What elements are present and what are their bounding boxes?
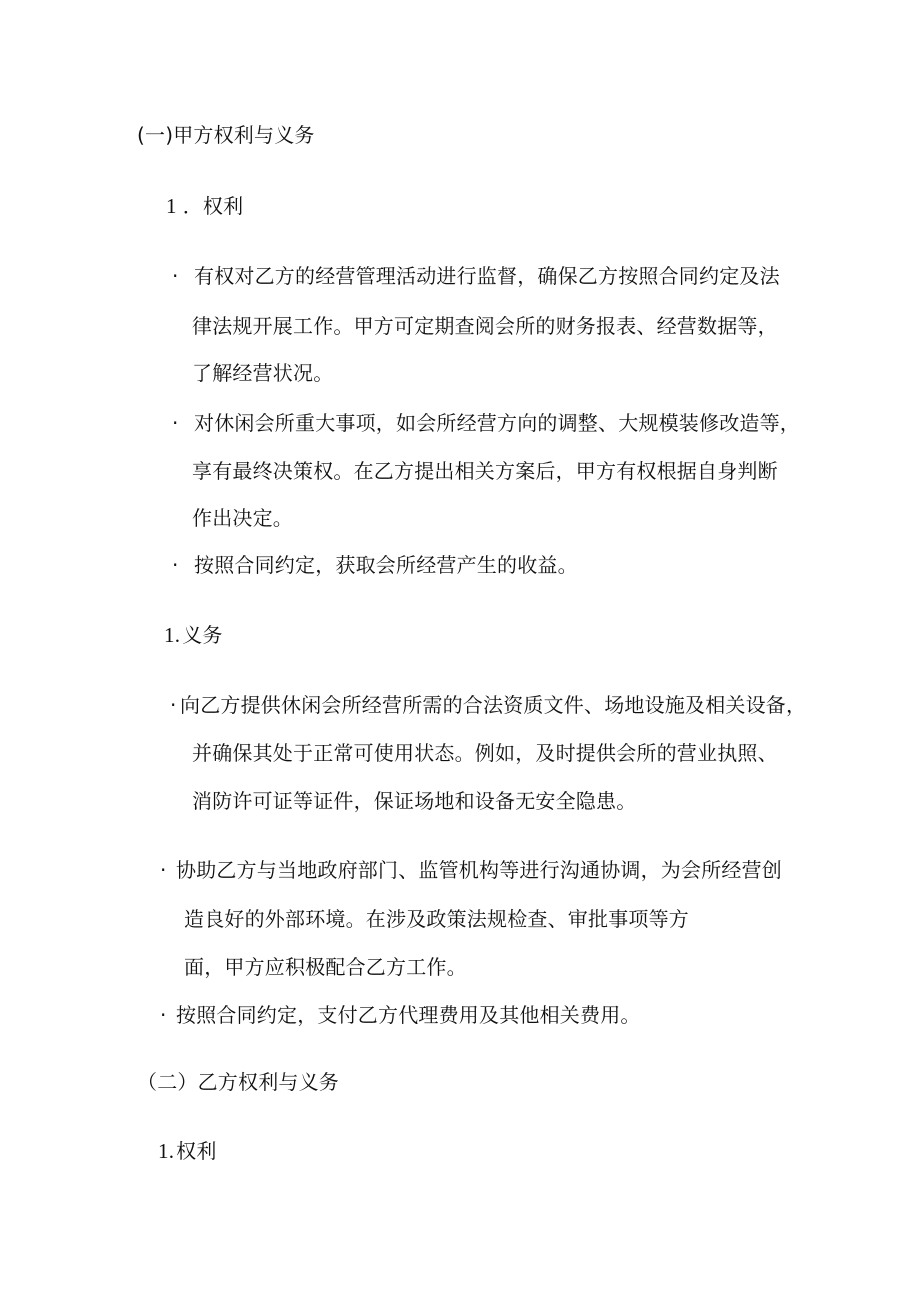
bullet-marker: · bbox=[172, 553, 179, 577]
list-item-line: 向乙方提供休闲会所经营所需的合法资质文件、场地设施及相关设备， bbox=[180, 693, 807, 717]
subheading-number: 1. bbox=[164, 623, 181, 647]
bullet-marker: · bbox=[160, 1003, 167, 1027]
list-item-line: 了解经营状况。 bbox=[192, 361, 334, 385]
subheading-title: ．权利 bbox=[182, 194, 244, 218]
subheading-rights-a bbox=[166, 193, 243, 219]
section-heading-a: (一)甲方权利与义务 bbox=[137, 123, 315, 147]
list-item-line: 按照合同约定，支付乙方代理费用及其他相关费用。 bbox=[176, 1003, 641, 1027]
list-item-line: 并确保其处于正常可使用状态。例如，及时提供会所的营业执照、 bbox=[192, 741, 778, 765]
list-item-line: 协助乙方与当地政府部门、监管机构等进行沟通协调，为会所经营创 bbox=[176, 858, 782, 882]
list-item-line: 有权对乙方的经营管理活动进行监督，确保乙方按照合同约定及法 bbox=[194, 264, 780, 288]
list-item-line: 享有最终决策权。在乙方提出相关方案后，甲方有权根据自身判断 bbox=[192, 459, 778, 483]
list-item-line: 按照合同约定，获取会所经营产生的收益。 bbox=[194, 553, 578, 577]
list-item-line: 造良好的外部环境。在涉及政策法规检查、审批事项等方 bbox=[184, 907, 689, 931]
list-item-line: 消防许可证等证件，保证场地和设备无安全隐患。 bbox=[192, 789, 637, 813]
subheading-obligations-a bbox=[164, 622, 223, 648]
list-item-line: 作出决定。 bbox=[192, 506, 293, 530]
bullet-marker: · bbox=[160, 858, 167, 882]
subheading-title: 义务 bbox=[182, 623, 223, 647]
list-item-line: 律法规开展工作。甲方可定期查阅会所的财务报表、经营数据等， bbox=[192, 314, 778, 338]
bullet-marker: · bbox=[172, 411, 179, 435]
subheading-number: 1. bbox=[158, 1139, 175, 1163]
list-item-line: 对休闲会所重大事项，如会所经营方向的调整、大规模装修改造等， bbox=[194, 411, 800, 435]
subheading-title: 权利 bbox=[176, 1139, 217, 1163]
bullet-marker: · bbox=[172, 264, 179, 288]
section-heading-b: （二）乙方权利与义务 bbox=[137, 1070, 339, 1094]
subheading-number: 1 bbox=[166, 194, 177, 218]
bullet-marker: · bbox=[170, 693, 177, 717]
subheading-rights-b bbox=[158, 1138, 217, 1164]
list-item-line: 面，甲方应积极配合乙方工作。 bbox=[184, 955, 467, 979]
